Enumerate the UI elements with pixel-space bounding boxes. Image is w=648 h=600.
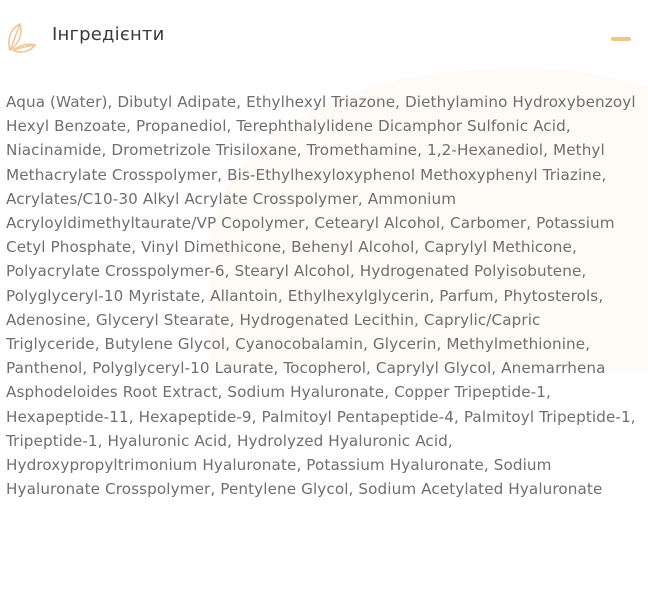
ingredients-text: Aqua (Water), Dibutyl Adipate, Ethylhexyl Triazone, Diethylamino Hydroxybenzoyl Hexyl Benzoate, Propanediol, Terephthalylidene Dicamphor Sulfonic Acid, Niacinamide, Drometrizole Trisiloxane, Tromethamine, 1,2-Hexanediol, Methyl Methacrylate Crosspolymer, Bis-Ethylhexyloxyphenol Methoxyphenyl Triazine, Acrylates/C10-30 Alkyl Acrylate Crosspolymer, Ammonium Acryloyldimethyltaurate/VP Copolymer, Cetearyl Alcohol, Carbomer, Potassium Cetyl Phosphate, Vinyl Dimethicone, Behenyl Alcohol, Caprylyl Methicone, Polyacrylate Crosspolymer-6, Stearyl Alcohol, Hydrogenated Polyisobutene, Polyglyceryl-10 Myristate, Allantoin, Ethylhexylglycerin, Parfum, Phytosterols, Adenosine, Glyceryl Stearate, Hydrogenated Lecithin, Caprylic/Capric Triglyceride, Butylene Glycol, Cyanocobalamin, Glycerin, Methylmethionine, Panthenol, Polyglyceryl-10 Laurate, Tocopherol, Caprylyl Glycol, Anemarrhena Asphodeloides Root Extract, Sodium Hyaluronate, Copper Tripeptide-1, Hexapeptide-11, Hexapeptide-9, Palmitoyl Pentapeptide-4, Palmitoyl Tripeptide-1, Tripeptide-1, Hyaluronic Acid, Hydrolyzed Hyaluronic Acid, Hydroxypropyltrimonium Hyaluronate, Potassium Hyaluronate, Sodium Hyaluronate Crosspolymer, Pentylene Glycol, Sodium Acetylated Hyaluronate <box>6 93 636 499</box>
minus-icon <box>611 37 631 41</box>
leaf-icon <box>4 16 40 56</box>
section-title: Інгредієнти <box>52 24 165 45</box>
accordion-header[interactable] <box>0 0 648 76</box>
collapse-toggle[interactable] <box>608 30 636 48</box>
